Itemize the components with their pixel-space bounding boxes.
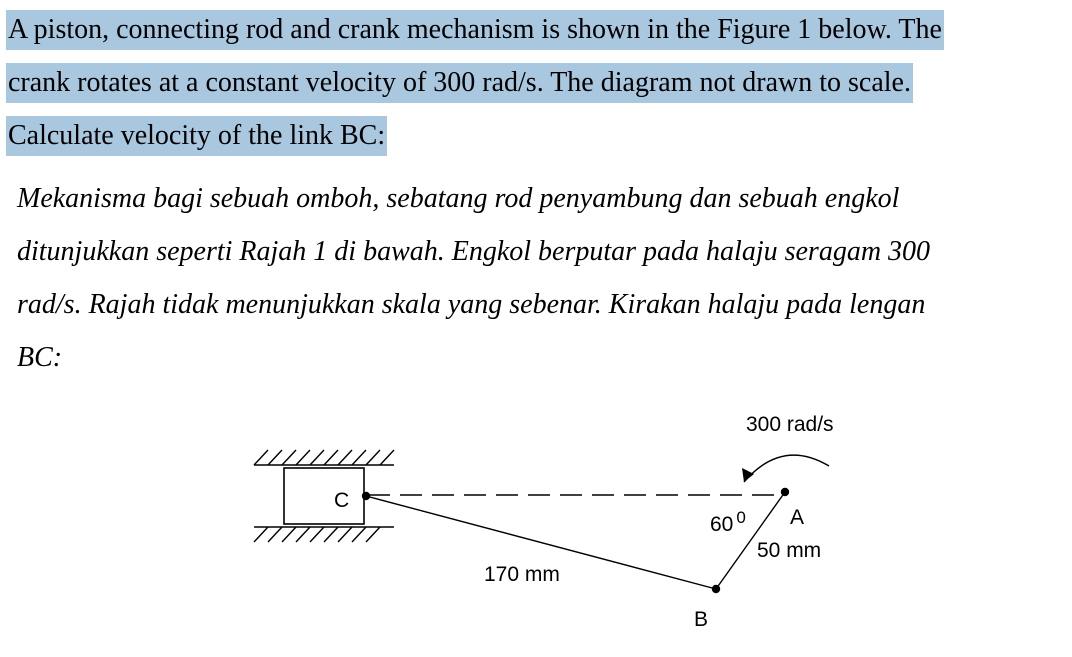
malay-question <box>17 172 1037 384</box>
mechanism-figure <box>232 388 880 644</box>
malay-line-3: rad/s. Rajah tidak menunjukkan skala yang sebenar. Kirakan halaju pada lengan <box>17 289 926 320</box>
crank-pivot-label: A <box>790 506 805 529</box>
rotation-arrowhead <box>742 468 754 482</box>
top-guide-hatching <box>254 450 394 465</box>
bottom-guide-hatching <box>254 527 380 542</box>
english-line-2: crank rotates at a constant velocity of 300 rad/s. The diagram not drawn to scale. <box>6 63 913 103</box>
piston-label: C <box>334 489 350 512</box>
english-question <box>6 10 1036 169</box>
joint-c <box>362 492 370 500</box>
joint-a <box>781 488 789 496</box>
angular-velocity-label: 300 rad/s <box>746 413 834 436</box>
malay-line-2: ditunjukkan seperti Rajah 1 di bawah. Engkol berputar pada halaju seragam 300 <box>17 236 931 267</box>
english-line-3: Calculate velocity of the link BC: <box>6 116 387 156</box>
angle-label: 60 $^0$ <box>710 508 746 536</box>
rod-length-label: 170 mm <box>484 563 560 586</box>
mechanism-diagram <box>232 388 880 644</box>
joint-b <box>712 585 720 593</box>
crank-pin-label: B <box>694 608 709 631</box>
piston-block <box>284 468 364 524</box>
crank-length-label: 50 mm <box>757 539 822 562</box>
malay-line-4: BC: <box>17 342 63 373</box>
angle-unit: 0 <box>736 508 746 527</box>
rotation-arc <box>744 455 829 482</box>
malay-line-1: Mekanisma bagi sebuah omboh, sebatang rod penyambung dan sebuah engkol <box>17 183 900 214</box>
english-line-1: A piston, connecting rod and crank mechanism is shown in the Figure 1 below. The <box>6 10 944 50</box>
